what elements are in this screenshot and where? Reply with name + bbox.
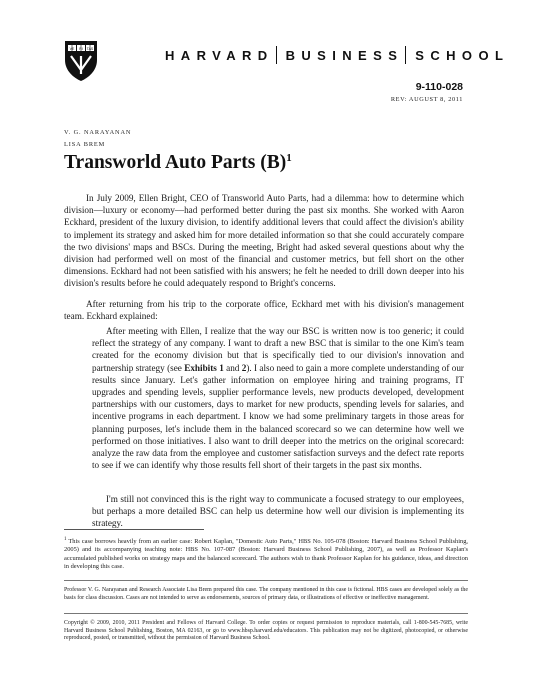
- divider: [64, 613, 468, 614]
- crest-word-1: VE: [69, 47, 75, 51]
- exhibit-reference: 2: [241, 362, 247, 373]
- crest-word-2: RI: [79, 47, 83, 51]
- school-word-school: SCHOOL: [415, 48, 510, 63]
- case-number: 9-110-028: [415, 81, 463, 93]
- paragraph: In July 2009, Ellen Bright, CEO of Transworld Auto Parts, had a dilemma: how to determine which division—luxury or economy—had performed better during the past six months. She worked with Aaron Eckhard, president of the luxury division, to identify additional levers that could affect the division's ability to implement its strategy and asked him for more detailed information so that she could accurately compare the two divisions' maps and BSCs. During the meeting, Bright had asked several questions about why the division had performed well on most of the financial and customer metrics, but fell short on the other dimensions. Eckhard had not been satisfied with his answers; he felt he needed to drill down deeper into his division's results before he could adequately respond to Bright's concerns.: [64, 193, 464, 289]
- quote-text: ). I also need to gain a more complete understanding of our results since January. Let's gather information on employee hiring and training programs, IT upgrades and spending levels, supplier performance levels, new products developed, development partnerships with our customers, days to market for new products, spending levels for salaries, and incentive programs in each department. I know we had some preliminary targets in those areas for planning purposes, let's include them in the balanced scorecard so we can determine how well we performed on those initiatives. I also want to drill deeper into the metrics on the original scorecard: analyze the raw data from the employee and customer satisfaction surveys and the defect rate reports to see if we can identify why those results fell short of their targets in the past six months.: [92, 362, 464, 471]
- footnote: [64, 536, 468, 571]
- author-name: LISA BREM: [64, 141, 106, 148]
- footnote-divider: [64, 529, 204, 530]
- school-word-business: BUSINESS: [285, 48, 404, 63]
- header-divider: [276, 46, 277, 64]
- block-quote: [92, 325, 464, 471]
- case-title: [64, 152, 292, 174]
- harvard-shield-icon: [64, 40, 98, 82]
- school-word-harvard: HARVARD: [165, 48, 274, 63]
- author-list: [64, 127, 131, 151]
- disclaimer: Professor V. G. Narayanan and Research Associate Lisa Brem prepared this case. The company mentioned in this case is fictional. HBS cases are developed solely as the basis for class discussion. Cases are not intended to serve as endorsements, sources of primary data, or illustrations of effective or ineffective management.: [64, 587, 468, 601]
- header-divider: [405, 46, 406, 64]
- school-header: [165, 46, 509, 64]
- case-title-text: Transworld Auto Parts (B): [64, 152, 287, 173]
- title-footnote-mark: 1: [286, 152, 292, 164]
- footnote-text: This case borrows heavily from an earlier case: Robert Kaplan, "Domestic Auto Parts," HBS No. 105-078 (Boston: Harvard Business School Publishing, 2005) and its accompanying teaching note: HBS No. 107-087 (Boston: Harvard Business School Publishing, 2007), as well as Professor Kaplan's accumulated published works on strategy maps and the balanced scorecard. The authors wish to thank Professor Kaplan for his guidance, ideas, and direction in developing this case.: [64, 538, 468, 571]
- author-name: V. G. NARAYANAN: [64, 129, 132, 136]
- quote-text: and: [223, 362, 242, 373]
- exhibit-reference: Exhibits 1: [184, 362, 224, 373]
- crest-word-3: TAS: [86, 47, 94, 51]
- footnote-mark: 1: [64, 537, 67, 542]
- quote-text: After meeting with Ellen, I realize that the way our BSC is written now is too generic; it could reflect the strategy of any company. I want to draft a new BSC that is similar to the one Kim's team created for the economy division but that is specifically tied to our division's innovation and partnership strategy (see: [92, 326, 464, 373]
- paragraph: After returning from his trip to the corporate office, Eckhard met with his division's management team. Eckhard explained:: [64, 299, 464, 322]
- block-quote: I'm still not convinced this is the right way to communicate a focused strategy to our employees, but perhaps a more detailed BSC can help us determine how well our division is implementing its strategy.: [92, 494, 464, 529]
- divider: [64, 580, 468, 581]
- revision-date: REV: AUGUST 8, 2011: [390, 96, 463, 103]
- copyright-notice: Copyright © 2009, 2010, 2011 President and Fellows of Harvard College. To order copies or request permission to reproduce materials, call 1-800-545-7685, write Harvard Business School Publishing, Boston, MA 02163, or go to www.hbsp.harvard.edu/educators. This publication may not be digitized, photocopied, or otherwise reproduced, posted, or transmitted, without the permission of Harvard Business School.: [64, 620, 468, 642]
